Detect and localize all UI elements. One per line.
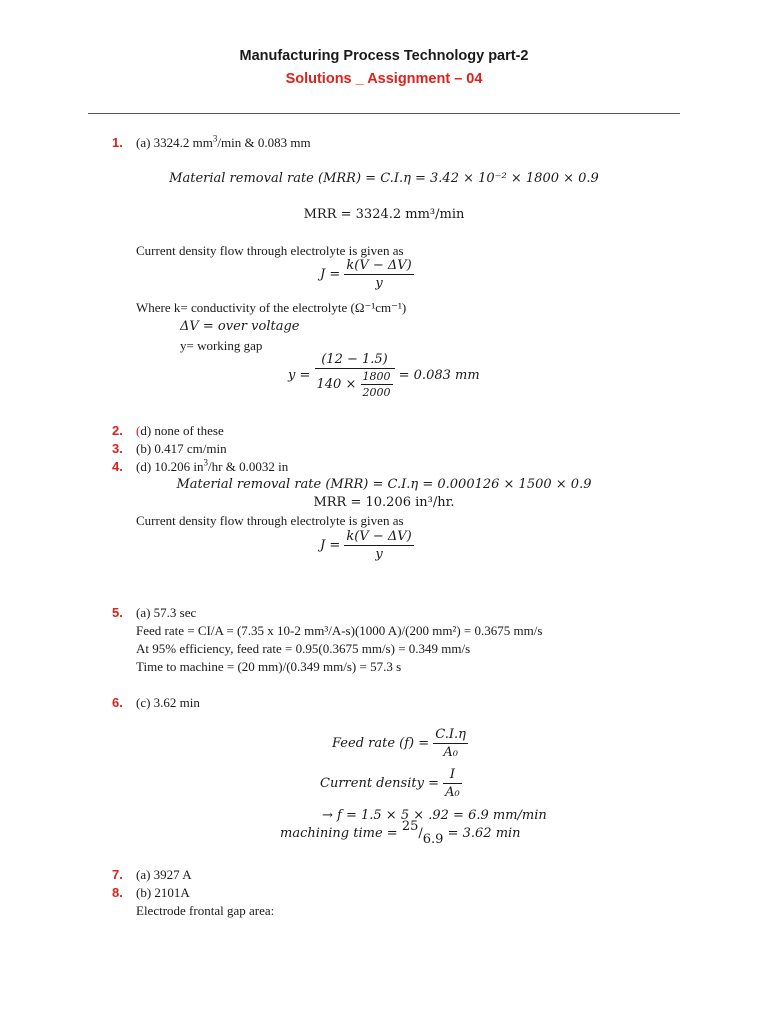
feed-rate-formula: Feed rate (f) = $\frac{C.I.\eta}{\text{A₀}}$: [332, 727, 466, 760]
working-gap-text: y= working gap: [180, 338, 263, 353]
question-number-8: 8.: [112, 885, 123, 900]
j-formula-4: J = $\frac{k(V - \Delta V)}{y}$: [320, 529, 412, 562]
mrr-result-4: MRR = 10.206 in³/hr.: [313, 495, 455, 510]
question-number-5: 5.: [112, 605, 123, 620]
question-number-1: 1.: [112, 135, 123, 150]
feed-rate-calculation: → f = 1.5 × 5 × .92 = 6.9 mm/min: [322, 808, 547, 823]
document-title: Manufacturing Process Technology part-2: [239, 48, 529, 64]
question-number-3: 3.: [112, 441, 123, 456]
answer-3: (b) 0.417 cm/min: [136, 441, 227, 456]
answer-8: (b) 2101A: [136, 885, 190, 900]
document-subtitle: Solutions _ Assignment – 04: [285, 71, 483, 87]
header-divider: [88, 113, 680, 114]
answer-6: (c) 3.62 min: [136, 695, 200, 710]
answer-1: (a) 3324.2 $mm^3/\min$ & 0.083 mm: [136, 133, 311, 150]
delta-v-text: ΔV = over voltage: [180, 319, 300, 334]
where-k-text: Where k= conductivity of the electrolyte (Ω⁻¹cm⁻¹): [136, 300, 407, 315]
mrr-equation-4: Material removal rate (MRR) = C.I.η = 0.000126 × 1500 × 0.9: [176, 477, 592, 492]
electrode-gap-area-text: Electrode frontal gap area:: [136, 903, 275, 918]
question-number-7: 7.: [112, 867, 123, 882]
answer-5: (a) 57.3 sec: [136, 605, 197, 620]
question-number-6: 6.: [112, 695, 123, 710]
mrr-equation-1: Material removal rate (MRR) = C.I.η = 3.42 × 10⁻² × 1800 × 0.9: [169, 171, 599, 186]
machining-time-formula: machining time = $^{25}/_{6.9} = 3.62$ min: [280, 818, 521, 847]
mrr-result-1: MRR = 3324.2 mm³/min: [303, 207, 465, 222]
j-formula-1: J = $\frac{k(V - \Delta V)}{y}$: [320, 258, 412, 291]
answer-7: (a) 3927 A: [136, 867, 192, 882]
time-to-machine-line: Time to machine = (20 mm)/(0.349 mm/s) = 57.3 s: [136, 659, 402, 674]
current-density-formula: Current density = $\frac{I}{\text{A₀}}$: [320, 767, 460, 800]
question-number-2: 2.: [112, 423, 123, 438]
answer-2: (d) none of these: [136, 423, 224, 438]
question-number-4: 4.: [112, 459, 123, 474]
current-density-text-4: Current density flow through electrolyte is given as: [136, 513, 404, 528]
answer-4: (d) 10.206 $in^3/hr$ & 0.0032 in: [136, 457, 289, 474]
efficiency-line: At 95% efficiency, feed rate = 0.95(0.3675 mm/s) = 0.349 mm/s: [136, 641, 471, 656]
y-formula: y = (12 − 1.5) 140 × $\frac{1800}{2000}$ = 0.083 mm: [288, 352, 480, 399]
current-density-text-1: Current density flow through electrolyte is given as: [136, 243, 404, 258]
feed-rate-line: Feed rate = CI/A = (7.35 x 10-2 mm³/A-s)(1000 A)/(200 mm²) = 0.3675 mm/s: [136, 623, 543, 638]
